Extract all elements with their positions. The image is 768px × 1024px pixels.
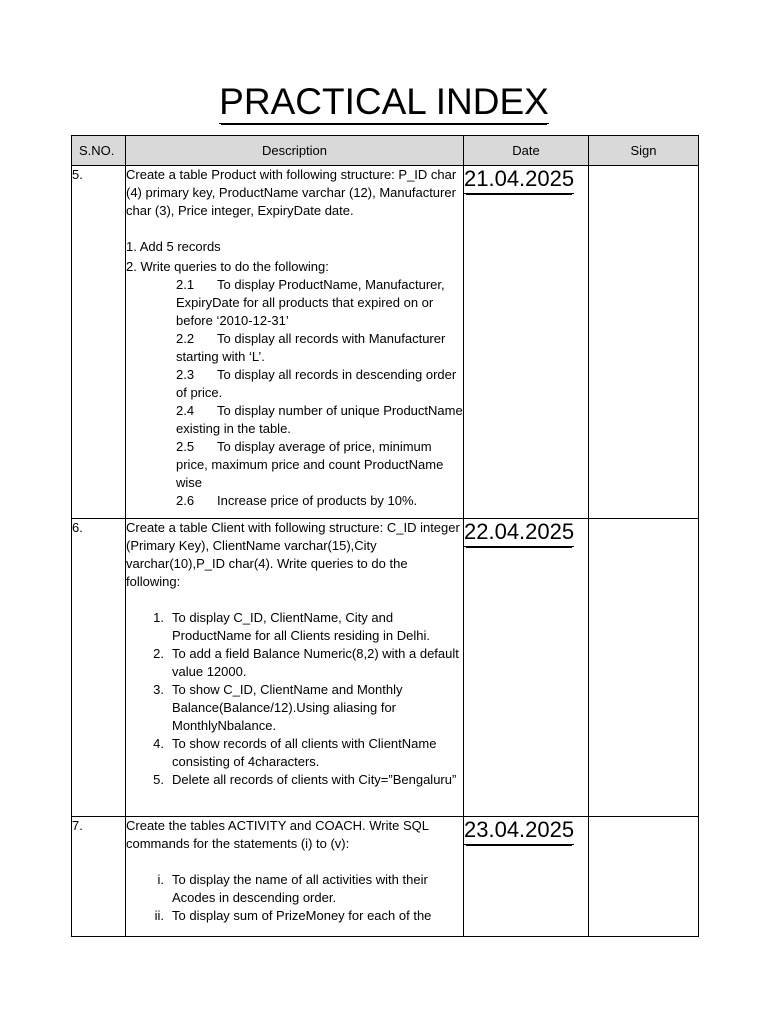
header-description: Description	[126, 136, 464, 166]
date-value: 22.04.2025	[464, 519, 574, 547]
date-value: 21.04.2025	[464, 166, 574, 194]
description-step: 1. Add 5 records	[126, 239, 221, 254]
header-sno: S.NO.	[72, 136, 126, 166]
table-row	[72, 519, 699, 817]
roman-list	[126, 871, 463, 925]
header-row	[72, 136, 699, 166]
row-date	[464, 166, 589, 519]
row-description	[126, 519, 464, 817]
date-value: 23.04.2025	[464, 817, 574, 845]
list-item: 5. Delete all records of clients with City=”Bengaluru”	[153, 772, 457, 787]
sub-item: 2.5 To display average of price, minimum price, maximum price and count ProductName wise	[176, 439, 444, 490]
row-sign	[589, 817, 699, 937]
description-intro: Create the tables ACTIVITY and COACH. Write SQL commands for the statements (i) to (v):	[126, 818, 429, 851]
row-sign	[589, 166, 699, 519]
list-item: 3. To show C_ID, ClientName and Monthly Balance(Balance/12).Using aliasing for MonthlyNbalance.	[153, 682, 403, 733]
sub-item: 2.6 Increase price of products by 10%.	[176, 493, 418, 508]
numbered-list	[126, 609, 463, 789]
row-date	[464, 817, 589, 937]
list-item: 1. To display C_ID, ClientName, City and ProductName for all Clients residing in Delhi.	[153, 610, 430, 643]
sub-item: 2.1 To display ProductName, Manufacturer, ExpiryDate for all products that expired on or before ‘2010-12-31’	[176, 277, 445, 328]
list-item: 4. To show records of all clients with ClientName consisting of 4characters.	[153, 736, 437, 769]
header-date: Date	[464, 136, 589, 166]
row-sno: 5.	[72, 166, 126, 519]
list-item: i. To display the name of all activities with their Acodes in descending order.	[157, 872, 428, 905]
row-sno: 6.	[72, 519, 126, 817]
table-row	[72, 166, 699, 519]
header-sign: Sign	[589, 136, 699, 166]
description-intro: Create a table Product with following structure: P_ID char (4) primary key, ProductName varchar (12), Manufacturer char (3), Price integer, ExpiryDate date.	[126, 167, 457, 218]
row-date	[464, 519, 589, 817]
row-sign	[589, 519, 699, 817]
description-intro: Create a table Client with following structure: C_ID integer (Primary Key), ClientName varchar(15),City varchar(10),P_ID char(4). Write queries to do the following:	[126, 520, 460, 589]
row-sno: 7.	[72, 817, 126, 937]
sub-item: 2.4 To display number of unique ProductName existing in the table.	[176, 403, 463, 436]
table-row	[72, 817, 699, 937]
list-item: 2. To add a field Balance Numeric(8,2) with a default value 12000.	[153, 646, 459, 679]
sub-item: 2.2 To display all records with Manufacturer starting with ‘L’.	[176, 331, 446, 364]
page-title: PRACTICAL INDEX	[219, 81, 549, 122]
description-step: 2. Write queries to do the following:	[126, 259, 329, 274]
practical-index-table	[71, 135, 699, 937]
row-description	[126, 166, 464, 519]
sub-item: 2.3 To display all records in descending order of price.	[176, 367, 457, 400]
row-description	[126, 817, 464, 937]
list-item: ii. To display sum of PrizeMoney for each of the	[154, 908, 432, 923]
